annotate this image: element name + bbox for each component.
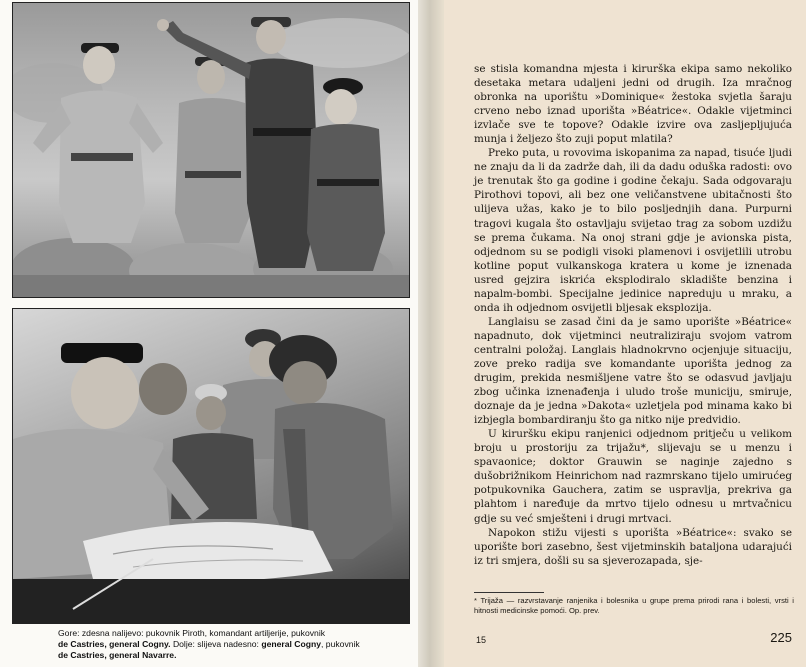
body-text <box>474 62 792 568</box>
photo-top-image <box>13 3 409 297</box>
photo-top-officers <box>12 2 410 298</box>
signature-number: 15 <box>476 635 487 645</box>
caption-line-3: de Castries, general Navarre. <box>58 650 177 660</box>
caption-line-2c: general Cogny <box>261 639 322 649</box>
caption-line-1: Gore: zdesna nalijevo: pukovnik Piroth, komandant artiljerije, pukovnik <box>58 628 326 638</box>
right-page <box>444 0 806 667</box>
paragraph-5: Napokon stižu vijesti s uporišta »Béatrice«: svako se uporište bori zasebno, šest vijetminskih bataljona udarajući iz tri smjera, došli su sa sjeverozapada, sje- <box>474 526 792 567</box>
photo-bottom-map-table <box>12 308 410 624</box>
page-number: 225 <box>770 630 792 645</box>
caption-line-2a: de Castries, general Cogny. <box>58 639 171 649</box>
paragraph-1: se stisla komandna mjesta i kirurška ekipa samo nekoliko desetaka metara udaljeni jedni od drugih. Iza mračnog obronka na uporištu »Dominique« žestoka svjetla šaraju crveno nebo iznad uporišta »Béatrice«. Odakle vijetminci izvlače sve te topove? Odakle izvire ova zasljepljujuća munja i željezo što zuji poput mlatila? <box>474 63 792 146</box>
photo-caption <box>58 628 406 661</box>
paragraph-4: U kiruršku ekipu ranjenici odjednom pritječu u velikom broju u prostoriju za trijažu*, slijevaju se u menzu i spavaonice; doktor Grauwin se naginje zajedno s dušobrižnikom Heinrichom nad razmrskano tijelo umirućeg potpukovnika Gauchera, zatim se uspravlja, prekriva ga plahtom i naređuje da mrtvo tijelo odnesu u mrtvačnicu gdje su već smješteni i drugi mrtvaci. <box>474 428 792 525</box>
photo-bottom-image <box>13 309 409 623</box>
paragraph-2: Preko puta, u rovovima iskopanima za napad, tisuće ljudi ne znaju da li da zadrže dah, ili da dadu oduška radosti: ovo je trenutak što ga godine i godine čekaju. Sada odgovaraju Pirothovi topovi, ali bez one veličanstvene ubitačnosti što ulijeva užas, kako je to bilo posljednjih dana. Purpurni tragovi kugala što ostavljaju svijetao trag za sobom uzdižu se prema čukama. Na onoj strani gdje je avionska pista, odjednom su se podigli visoki plamenovi i osvijetlili utrobu kotline poput vulkanskoga kratera u kome je iznenada usred gejzira iskrića eksplodiralo skladište benzina i napalm-bombi. Specijalne jedinice napreduju u mraku, a onda ih odjednom osvijetli bljesak eksplozija. <box>474 147 792 314</box>
caption-line-2d: , pukovnik <box>321 639 360 649</box>
footnote-divider <box>474 592 544 593</box>
book-gutter <box>418 0 444 667</box>
paragraph-3: Langlaisu se zasad čini da je samo uporište »Béatrice« napadnuto, dok vijetminci neutraliziraju svojom vatrom centralni položaj. Langlais hladnokrvno ocjenjuje situaciju, zove preko radija sve komandante uporišta jednog za drugim, prekida nesmišljene vatre što se odasvud javljaju zbog učinka iznenađenja i uludo troše municiju, smiruje, doznaje da je jedna »Dakota« uzletjela pod minama kako bi izbjegla bombardiranju što ga nitko nije predvidio. <box>474 315 792 427</box>
footnote: * Trijaža — razvrstavanje ranjenika i bolesnika u grupe prema prirodi rana i bolesti, vrsti i hitnosti medicinske pomoći. Op. prev. <box>474 596 794 615</box>
caption-line-2b: Dolje: slijeva nadesno: <box>170 639 262 649</box>
